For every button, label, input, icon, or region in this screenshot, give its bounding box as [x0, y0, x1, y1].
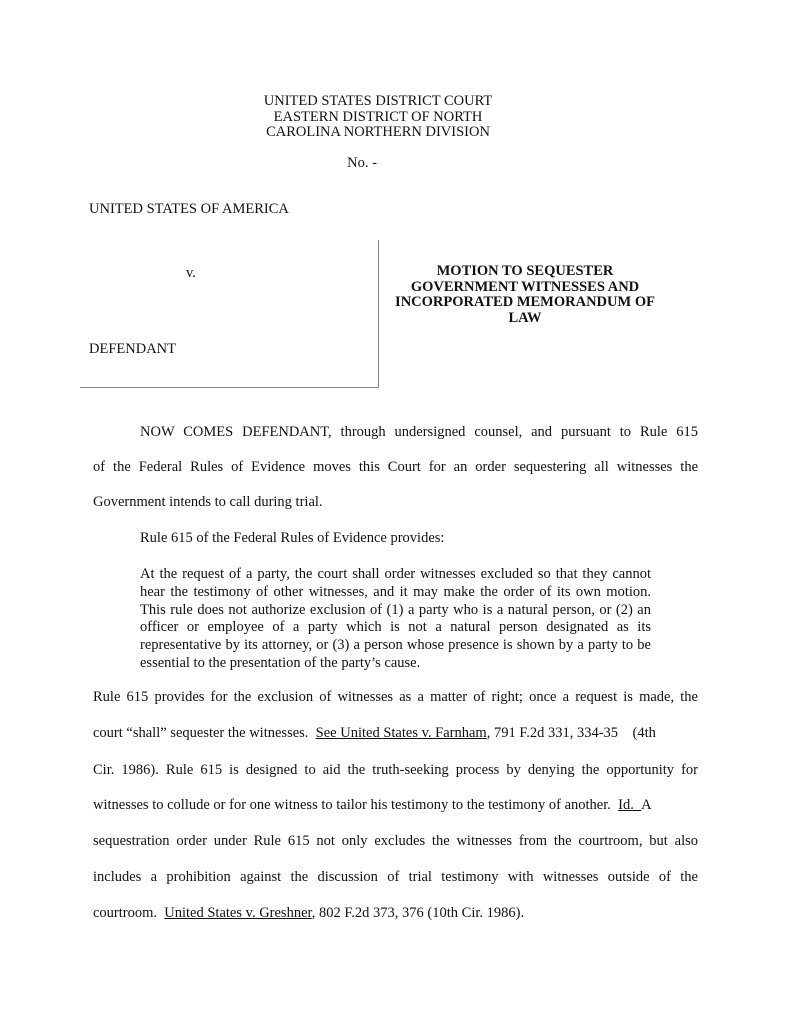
- motion-title-line-2: GOVERNMENT WITNESSES AND: [410, 278, 640, 295]
- motion-title-line-4: LAW: [508, 309, 542, 326]
- analysis-text: court “shall” sequester the witnesses.: [93, 725, 316, 741]
- id-citation: Id.: [618, 797, 642, 813]
- rule-intro: Rule 615 of the Federal Rules of Evidence provides:: [140, 530, 445, 546]
- citation-detail: , 791 F.2d 331, 334-35 (4th: [486, 725, 656, 741]
- caption-horizontal-rule: [80, 387, 379, 388]
- court-line-2: EASTERN DISTRICT OF NORTH: [273, 108, 483, 125]
- motion-title: [380, 264, 670, 326]
- citation-detail: , 802 F.2d 373, 376 (10th Cir. 1986).: [311, 905, 525, 921]
- motion-title-line-1: MOTION TO SEQUESTER: [436, 263, 614, 279]
- versus-label: v.: [186, 265, 196, 281]
- analysis-line-4: [93, 797, 698, 814]
- analysis-line-7: [93, 905, 698, 922]
- defendant-name: DEFENDANT: [89, 341, 176, 357]
- court-heading: [0, 94, 756, 141]
- analysis-text: courtroom.: [93, 905, 165, 921]
- case-citation-farnham: See United States v. Farnham: [315, 725, 487, 741]
- analysis-line-3: Cir. 1986). Rule 615 is designed to aid the truth-seeking process by denying the opportunity for: [93, 762, 698, 778]
- motion-title-line-3: INCORPORATED MEMORANDUM OF: [395, 294, 655, 310]
- intro-line-1: NOW COMES DEFENDANT, through undersigned counsel, and pursuant to Rule 615: [140, 424, 698, 440]
- plaintiff-name: UNITED STATES OF AMERICA: [89, 201, 289, 217]
- analysis-line-6: includes a prohibition against the discussion of trial testimony with witnesses outside of the: [93, 869, 698, 885]
- case-number: No. -: [347, 155, 377, 171]
- rule-615-quote: At the request of a party, the court shall order witnesses excluded so that they cannot hear the testimony of other witnesses, and it may make the order of its own motion. This rule does not authorize exclusion of (1) a party who is a natural person, or (2) an officer or employee of a party which is not a natural person designated as its representative by its attorney, or (3) a person whose presence is shown by a party to be essential to the presentation of the party’s cause.: [140, 566, 651, 671]
- caption-vertical-rule: [378, 240, 379, 388]
- intro-line-2: of the Federal Rules of Evidence moves this Court for an order sequestering all witnesses the: [93, 459, 698, 475]
- analysis-text: A: [641, 797, 652, 813]
- analysis-text: witnesses to collude or for one witness to tailor his testimony to the testimony of another.: [93, 797, 619, 813]
- court-line-3: CAROLINA NORTHERN DIVISION: [266, 124, 490, 140]
- analysis-line-5: sequestration order under Rule 615 not only excludes the witnesses from the courtroom, but also: [93, 833, 698, 849]
- intro-line-3: Government intends to call during trial.: [93, 494, 323, 510]
- analysis-line-1: Rule 615 provides for the exclusion of witnesses as a matter of right; once a request is made, the: [93, 689, 698, 705]
- analysis-line-2: [93, 725, 698, 742]
- court-line-1: UNITED STATES DISTRICT COURT: [263, 93, 493, 109]
- case-citation-greshner: United States v. Greshner: [164, 905, 312, 921]
